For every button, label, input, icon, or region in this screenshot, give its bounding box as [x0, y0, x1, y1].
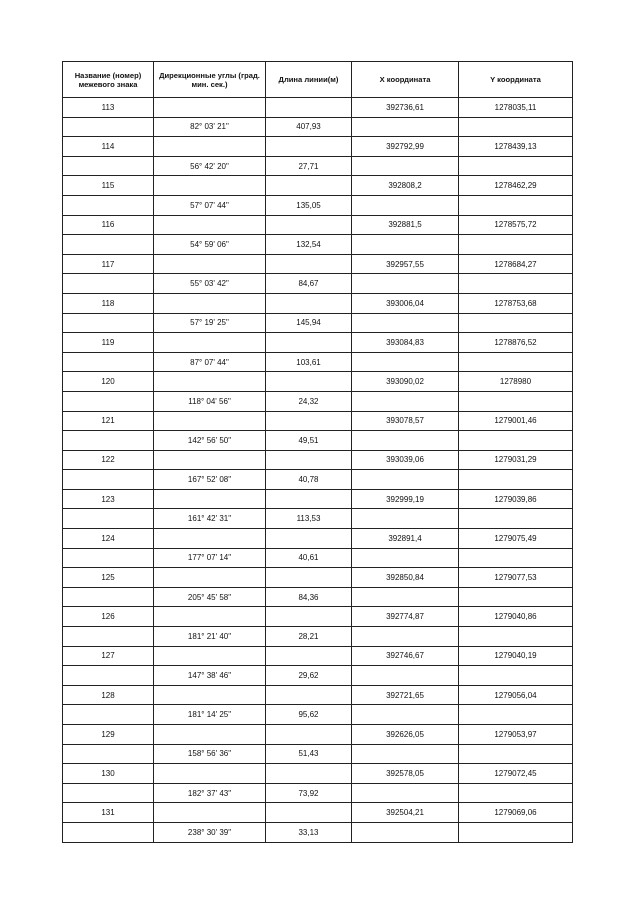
cell-length: 113,53 [266, 509, 352, 529]
cell-name: 120 [63, 372, 154, 392]
cell-length [266, 529, 352, 549]
cell-name: 128 [63, 685, 154, 705]
cell-x [352, 587, 459, 607]
cell-y: 1279072,45 [459, 764, 573, 784]
cell-length: 132,54 [266, 235, 352, 255]
cell-name [63, 627, 154, 647]
cell-x: 392891,4 [352, 529, 459, 549]
table-row [63, 666, 573, 686]
table-row [63, 352, 573, 372]
cell-y [459, 509, 573, 529]
header-name: Название (номер) межевого знака [63, 62, 154, 98]
table-row [63, 685, 573, 705]
cell-angle: 54° 59' 06" [154, 235, 266, 255]
table-row [63, 803, 573, 823]
cell-name [63, 744, 154, 764]
cell-name: 121 [63, 411, 154, 431]
cell-x [352, 235, 459, 255]
cell-x: 392626,05 [352, 725, 459, 745]
cell-y: 1279075,49 [459, 529, 573, 549]
cell-name: 130 [63, 764, 154, 784]
cell-name [63, 352, 154, 372]
cell-angle: 158° 56' 36" [154, 744, 266, 764]
cell-x: 393078,57 [352, 411, 459, 431]
cell-x: 393090,02 [352, 372, 459, 392]
cell-angle [154, 725, 266, 745]
cell-y: 1278035,11 [459, 98, 573, 118]
cell-x [352, 822, 459, 842]
cell-name: 116 [63, 215, 154, 235]
cell-angle [154, 450, 266, 470]
cell-y: 1279039,86 [459, 489, 573, 509]
cell-x: 392999,19 [352, 489, 459, 509]
cell-x [352, 274, 459, 294]
cell-length [266, 685, 352, 705]
cell-length: 135,05 [266, 195, 352, 215]
cell-x [352, 783, 459, 803]
cell-y: 1278684,27 [459, 254, 573, 274]
cell-x [352, 666, 459, 686]
table-row [63, 509, 573, 529]
cell-name [63, 391, 154, 411]
cell-angle [154, 293, 266, 313]
cell-angle [154, 176, 266, 196]
cell-name: 131 [63, 803, 154, 823]
cell-length [266, 725, 352, 745]
cell-name: 113 [63, 98, 154, 118]
table-row [63, 783, 573, 803]
table-row [63, 587, 573, 607]
cell-angle [154, 803, 266, 823]
cell-x: 392808,2 [352, 176, 459, 196]
cell-angle: 142° 56' 50" [154, 431, 266, 451]
cell-length: 40,61 [266, 548, 352, 568]
table-row [63, 548, 573, 568]
cell-angle: 82° 03' 21" [154, 117, 266, 137]
table-row [63, 372, 573, 392]
table-row [63, 215, 573, 235]
cell-y [459, 352, 573, 372]
cell-name [63, 156, 154, 176]
cell-name [63, 822, 154, 842]
table-row [63, 646, 573, 666]
cell-length [266, 176, 352, 196]
cell-y: 1279069,06 [459, 803, 573, 823]
cell-name: 122 [63, 450, 154, 470]
cell-angle: 181° 21' 40" [154, 627, 266, 647]
cell-angle: 167° 52' 08" [154, 470, 266, 490]
cell-y: 1278462,29 [459, 176, 573, 196]
cell-name: 129 [63, 725, 154, 745]
cell-name [63, 587, 154, 607]
cell-length: 95,62 [266, 705, 352, 725]
cell-name: 126 [63, 607, 154, 627]
cell-x: 392774,87 [352, 607, 459, 627]
cell-name [63, 666, 154, 686]
table-row [63, 254, 573, 274]
cell-x [352, 352, 459, 372]
cell-name [63, 548, 154, 568]
cell-angle: 87° 07' 44" [154, 352, 266, 372]
cell-angle [154, 333, 266, 353]
cell-length: 33,13 [266, 822, 352, 842]
cell-length: 28,21 [266, 627, 352, 647]
cell-length [266, 293, 352, 313]
cell-length [266, 254, 352, 274]
cell-angle: 57° 07' 44" [154, 195, 266, 215]
cell-x: 392792,99 [352, 137, 459, 157]
cell-y: 1278575,72 [459, 215, 573, 235]
cell-x: 393084,83 [352, 333, 459, 353]
table-row [63, 333, 573, 353]
cell-angle [154, 254, 266, 274]
table-row [63, 156, 573, 176]
cell-x [352, 156, 459, 176]
table-row [63, 195, 573, 215]
cell-angle [154, 215, 266, 235]
cell-name: 124 [63, 529, 154, 549]
cell-angle: 55° 03' 42" [154, 274, 266, 294]
table-row [63, 98, 573, 118]
cell-angle: 161° 42' 31" [154, 509, 266, 529]
table-row [63, 235, 573, 255]
cell-length: 27,71 [266, 156, 352, 176]
cell-length [266, 411, 352, 431]
cell-y: 1279001,46 [459, 411, 573, 431]
cell-angle [154, 98, 266, 118]
cell-name: 125 [63, 568, 154, 588]
cell-y [459, 548, 573, 568]
cell-angle [154, 489, 266, 509]
cell-length [266, 333, 352, 353]
cell-name: 118 [63, 293, 154, 313]
cell-x: 392578,05 [352, 764, 459, 784]
cell-y [459, 274, 573, 294]
table-row [63, 293, 573, 313]
cell-angle [154, 607, 266, 627]
cell-y: 1279077,53 [459, 568, 573, 588]
cell-length [266, 646, 352, 666]
table-row [63, 117, 573, 137]
table-row [63, 568, 573, 588]
cell-name [63, 470, 154, 490]
cell-length: 84,36 [266, 587, 352, 607]
cell-x [352, 431, 459, 451]
cell-name [63, 195, 154, 215]
cell-name: 119 [63, 333, 154, 353]
table-row [63, 411, 573, 431]
header-x: X координата [352, 62, 459, 98]
cell-x [352, 705, 459, 725]
table-row [63, 313, 573, 333]
table-row [63, 607, 573, 627]
cell-x [352, 548, 459, 568]
cell-name: 117 [63, 254, 154, 274]
cell-y [459, 627, 573, 647]
cell-length: 29,62 [266, 666, 352, 686]
cell-name [63, 783, 154, 803]
table-row [63, 176, 573, 196]
cell-x: 392957,55 [352, 254, 459, 274]
table-row [63, 705, 573, 725]
cell-x: 392721,65 [352, 685, 459, 705]
cell-x [352, 627, 459, 647]
cell-angle: 56° 42' 20" [154, 156, 266, 176]
cell-angle [154, 529, 266, 549]
cell-y: 1279040,86 [459, 607, 573, 627]
cell-x: 393039,06 [352, 450, 459, 470]
cell-name [63, 117, 154, 137]
cell-y [459, 117, 573, 137]
cell-length [266, 764, 352, 784]
cell-angle: 147° 38' 46" [154, 666, 266, 686]
table-row [63, 725, 573, 745]
table-row [63, 627, 573, 647]
table-row [63, 137, 573, 157]
cell-x [352, 470, 459, 490]
cell-name [63, 313, 154, 333]
table-row [63, 744, 573, 764]
table-row [63, 391, 573, 411]
cell-x: 392850,84 [352, 568, 459, 588]
cell-y [459, 666, 573, 686]
cell-x: 392736,61 [352, 98, 459, 118]
cell-length [266, 568, 352, 588]
cell-name: 123 [63, 489, 154, 509]
cell-y [459, 391, 573, 411]
cell-name: 127 [63, 646, 154, 666]
cell-angle: 181° 14' 25" [154, 705, 266, 725]
cell-name [63, 705, 154, 725]
cell-angle [154, 568, 266, 588]
cell-y [459, 783, 573, 803]
cell-length: 145,94 [266, 313, 352, 333]
cell-angle [154, 411, 266, 431]
coordinates-table [62, 61, 573, 843]
cell-length: 84,67 [266, 274, 352, 294]
cell-angle [154, 137, 266, 157]
cell-x: 393006,04 [352, 293, 459, 313]
cell-y: 1279031,29 [459, 450, 573, 470]
cell-length [266, 98, 352, 118]
cell-angle [154, 685, 266, 705]
cell-angle [154, 372, 266, 392]
cell-y: 1278753,68 [459, 293, 573, 313]
cell-angle: 182° 37' 43" [154, 783, 266, 803]
cell-angle: 205° 45' 58" [154, 587, 266, 607]
cell-y [459, 156, 573, 176]
cell-y: 1279040,19 [459, 646, 573, 666]
cell-x: 392746,67 [352, 646, 459, 666]
cell-length: 51,43 [266, 744, 352, 764]
cell-x [352, 195, 459, 215]
cell-y: 1279053,97 [459, 725, 573, 745]
cell-y [459, 744, 573, 764]
table-row [63, 489, 573, 509]
cell-length [266, 489, 352, 509]
table-row [63, 764, 573, 784]
cell-y [459, 705, 573, 725]
cell-y [459, 431, 573, 451]
table-header-row [63, 62, 573, 98]
cell-length [266, 215, 352, 235]
table-row [63, 431, 573, 451]
cell-length [266, 137, 352, 157]
cell-length: 24,32 [266, 391, 352, 411]
cell-x [352, 117, 459, 137]
cell-length [266, 372, 352, 392]
cell-x [352, 313, 459, 333]
cell-x [352, 509, 459, 529]
cell-length: 73,92 [266, 783, 352, 803]
cell-name [63, 274, 154, 294]
cell-x [352, 744, 459, 764]
cell-y [459, 195, 573, 215]
cell-name [63, 509, 154, 529]
table-row [63, 450, 573, 470]
cell-length: 103,61 [266, 352, 352, 372]
cell-name: 115 [63, 176, 154, 196]
cell-angle [154, 646, 266, 666]
cell-length [266, 803, 352, 823]
table-row [63, 470, 573, 490]
cell-name: 114 [63, 137, 154, 157]
cell-y: 1279056,04 [459, 685, 573, 705]
table-row [63, 529, 573, 549]
cell-y: 1278439,13 [459, 137, 573, 157]
header-angle: Дирекционные углы (град. мин. сек.) [154, 62, 266, 98]
header-y: Y координата [459, 62, 573, 98]
cell-length: 40,78 [266, 470, 352, 490]
cell-angle: 238° 30' 39" [154, 822, 266, 842]
cell-length [266, 450, 352, 470]
cell-angle: 118° 04' 56" [154, 391, 266, 411]
table-row [63, 822, 573, 842]
cell-x [352, 391, 459, 411]
cell-name [63, 235, 154, 255]
cell-y [459, 587, 573, 607]
cell-y [459, 470, 573, 490]
cell-angle: 177° 07' 14" [154, 548, 266, 568]
cell-y [459, 235, 573, 255]
cell-name [63, 431, 154, 451]
cell-angle [154, 764, 266, 784]
cell-angle: 57° 19' 25" [154, 313, 266, 333]
header-length: Длина линии(м) [266, 62, 352, 98]
cell-y: 1278876,52 [459, 333, 573, 353]
cell-length: 407,93 [266, 117, 352, 137]
cell-x: 392504,21 [352, 803, 459, 823]
cell-y [459, 313, 573, 333]
table-row [63, 274, 573, 294]
cell-length [266, 607, 352, 627]
cell-x: 392881,5 [352, 215, 459, 235]
cell-y [459, 822, 573, 842]
table-body [63, 98, 573, 843]
cell-length: 49,51 [266, 431, 352, 451]
cell-y: 1278980 [459, 372, 573, 392]
